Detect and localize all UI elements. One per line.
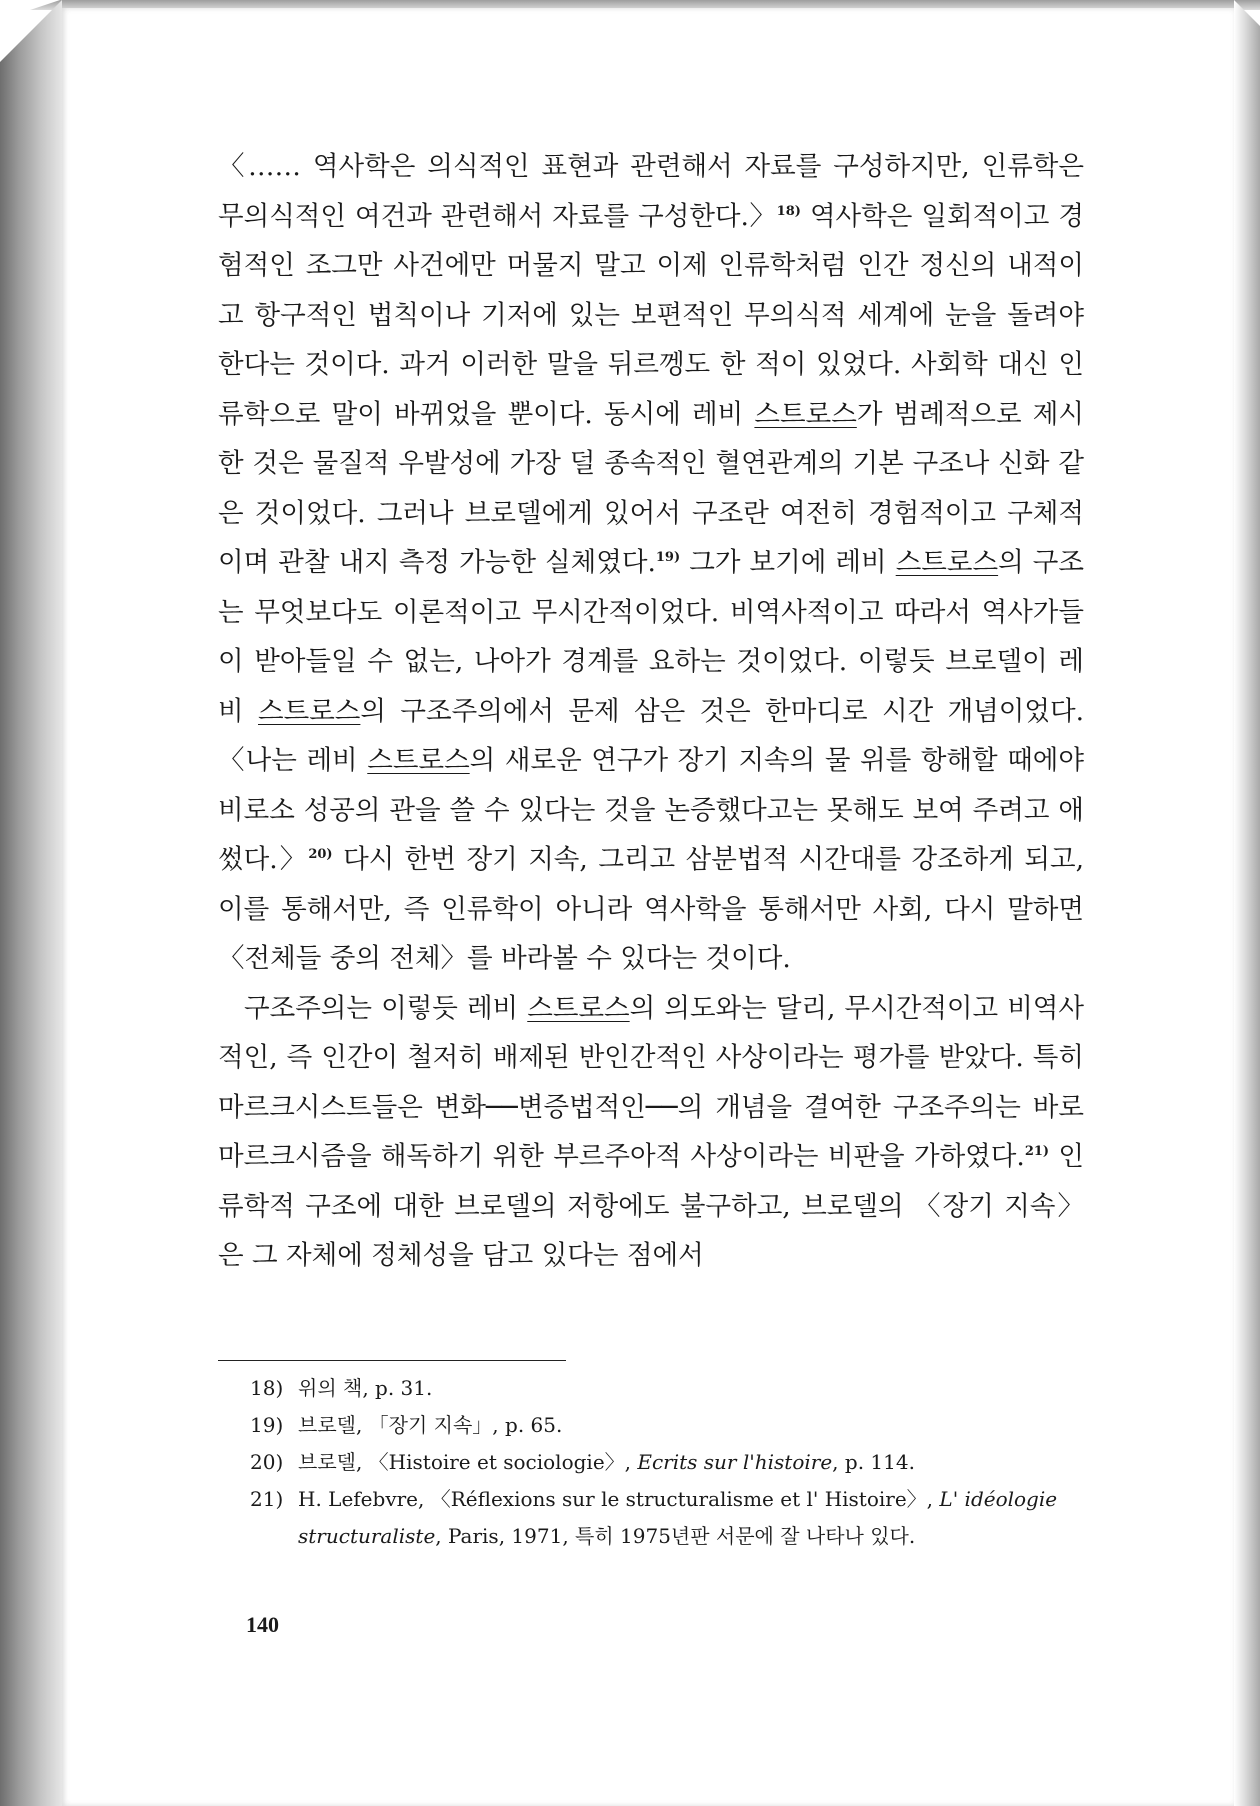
text-span: 의 구조주의에서 문제 삼은 것은 한마디로 시간 개념이었다. 〈나는 레비 <box>218 695 1084 776</box>
text-span: 그가 보기에 레비 <box>680 547 896 578</box>
page-number: 140 <box>246 1612 279 1637</box>
footnote-book-title: L' idéologie structuraliste <box>298 1487 1058 1548</box>
paragraph-2 <box>218 984 1084 1281</box>
footnote-text-part: 브로델, 〈Histoire et sociologie〉, <box>298 1450 638 1474</box>
footnote-20 <box>250 1444 1090 1481</box>
text-span: 인류학적 구조에 대한 브로델의 저항에도 불구하고, 브로델의 〈장기 지속〉은 그 자체에 정체성을 담고 있다는 점에서 <box>218 1141 1084 1271</box>
book-spine-edge <box>0 0 62 1806</box>
underlined-name: 스트로스 <box>527 992 630 1024</box>
footnote-text-part: , p. 114. <box>832 1450 915 1474</box>
footnote-ref-19[interactable]: 19) <box>655 550 681 566</box>
text-span: 의 의도와는 달리, 무시간적이고 비역사적인, 즉 인간이 철저히 배제된 반인간적인 사상이라는 평가를 받았다. 특히 마르크시스트들은 변화──변증법적인──의 개념을 결여한 구조주의는 바로 마르크시즘을 해독하기 위한 부르주아적 사상이라는 비판을 가하였다. <box>218 992 1085 1172</box>
footnote-book-title: Ecrits sur l'histoire <box>637 1450 833 1474</box>
text-span: 다시 한번 장기 지속, 그리고 삼분법적 시간대를 강조하게 되고, 이를 통해서만, 즉 인류학이 아니라 역사학을 통해서만 사회, 다시 말하면 〈전체들 중의 전체〉를 바라볼 수 있다는 것이다. <box>218 844 1085 974</box>
footnote-text-part: , Paris, 1971, 특히 1975년판 서문에 잘 나타나 있다. <box>435 1524 916 1548</box>
footnote-text: 위의 책, p. 31. <box>298 1376 433 1400</box>
footnote-divider <box>218 1360 566 1361</box>
footnote-ref-18[interactable]: 18) <box>776 203 801 219</box>
text-span: 구조주의는 이렇듯 레비 <box>244 992 528 1024</box>
footnote-text: 브로델, 「장기 지속」, p. 65. <box>298 1413 563 1437</box>
underlined-name: 스트로스 <box>754 398 857 430</box>
book-right-edge <box>1234 0 1260 1806</box>
footnote-text-part: H. Lefebvre, 〈Réflexions sur le structuralisme et l' Histoire〉, <box>298 1487 940 1511</box>
footnote-18 <box>250 1370 1090 1407</box>
footnote-text <box>298 1481 1090 1555</box>
text-span: 가 범례적으로 제시한 것은 물질적 우발성에 가장 덜 종속적인 혈연관계의 기본 구조나 신화 같은 것이었다. 그러나 브로델에게 있어서 구조란 여전히 경험적이고 구체적이며 관찰 내지 측정 가능한 실체였다. <box>218 398 1085 578</box>
text-span: 역사학은 일회적이고 경험적인 조그만 사건에만 머물지 말고 이제 인류학처럼 인간 정신의 내적이고 항구적인 법칙이나 기저에 있는 보편적인 무의식적 세계에 눈을 돌려야 한다는 것이다. 과거 이러한 말을 뒤르껭도 한 적이 있었다. 사회학 대신 인류학으로 말이 바뀌었을 뿐이다. 동시에 레비 <box>218 200 1084 430</box>
footnote-19 <box>250 1407 1090 1444</box>
footnote-number: 18) <box>250 1376 284 1400</box>
text-span: 〈…… 역사학은 의식적인 표현과 관련해서 자료를 구성하지만, 인류학은 무의식적인 여건과 관련해서 자료를 구성한다.〉 <box>218 151 1084 232</box>
footnote-ref-20[interactable]: 20) <box>308 847 333 863</box>
footnote-number: 21) <box>250 1487 284 1511</box>
footnote-text <box>298 1444 1090 1481</box>
text-span: 의 구조는 무엇보다도 이론적이고 무시간적이었다. 비역사적이고 따라서 역사가들이 받아들일 수 없는, 나아가 경계를 요하는 것이었다. 이렇듯 브로델이 레비 <box>218 547 1084 727</box>
footnote-number: 19) <box>250 1413 284 1437</box>
footnotes <box>250 1370 1090 1555</box>
text-span: 의 새로운 연구가 장기 지속의 물 위를 항해할 때에야 비로소 성공의 관을 쓸 수 있다는 것을 논증했다고는 못해도 보여 주려고 애썼다.〉 <box>218 745 1085 875</box>
footnote-number: 20) <box>250 1450 284 1474</box>
underlined-name: 스트로스 <box>367 745 470 776</box>
underlined-name: 스트로스 <box>895 547 999 578</box>
body-text <box>218 142 1084 1281</box>
footnote-21 <box>250 1481 1090 1555</box>
paragraph-1 <box>218 142 1084 984</box>
footnote-ref-21[interactable]: 21) <box>1024 1144 1050 1160</box>
underlined-name: 스트로스 <box>258 695 361 727</box>
